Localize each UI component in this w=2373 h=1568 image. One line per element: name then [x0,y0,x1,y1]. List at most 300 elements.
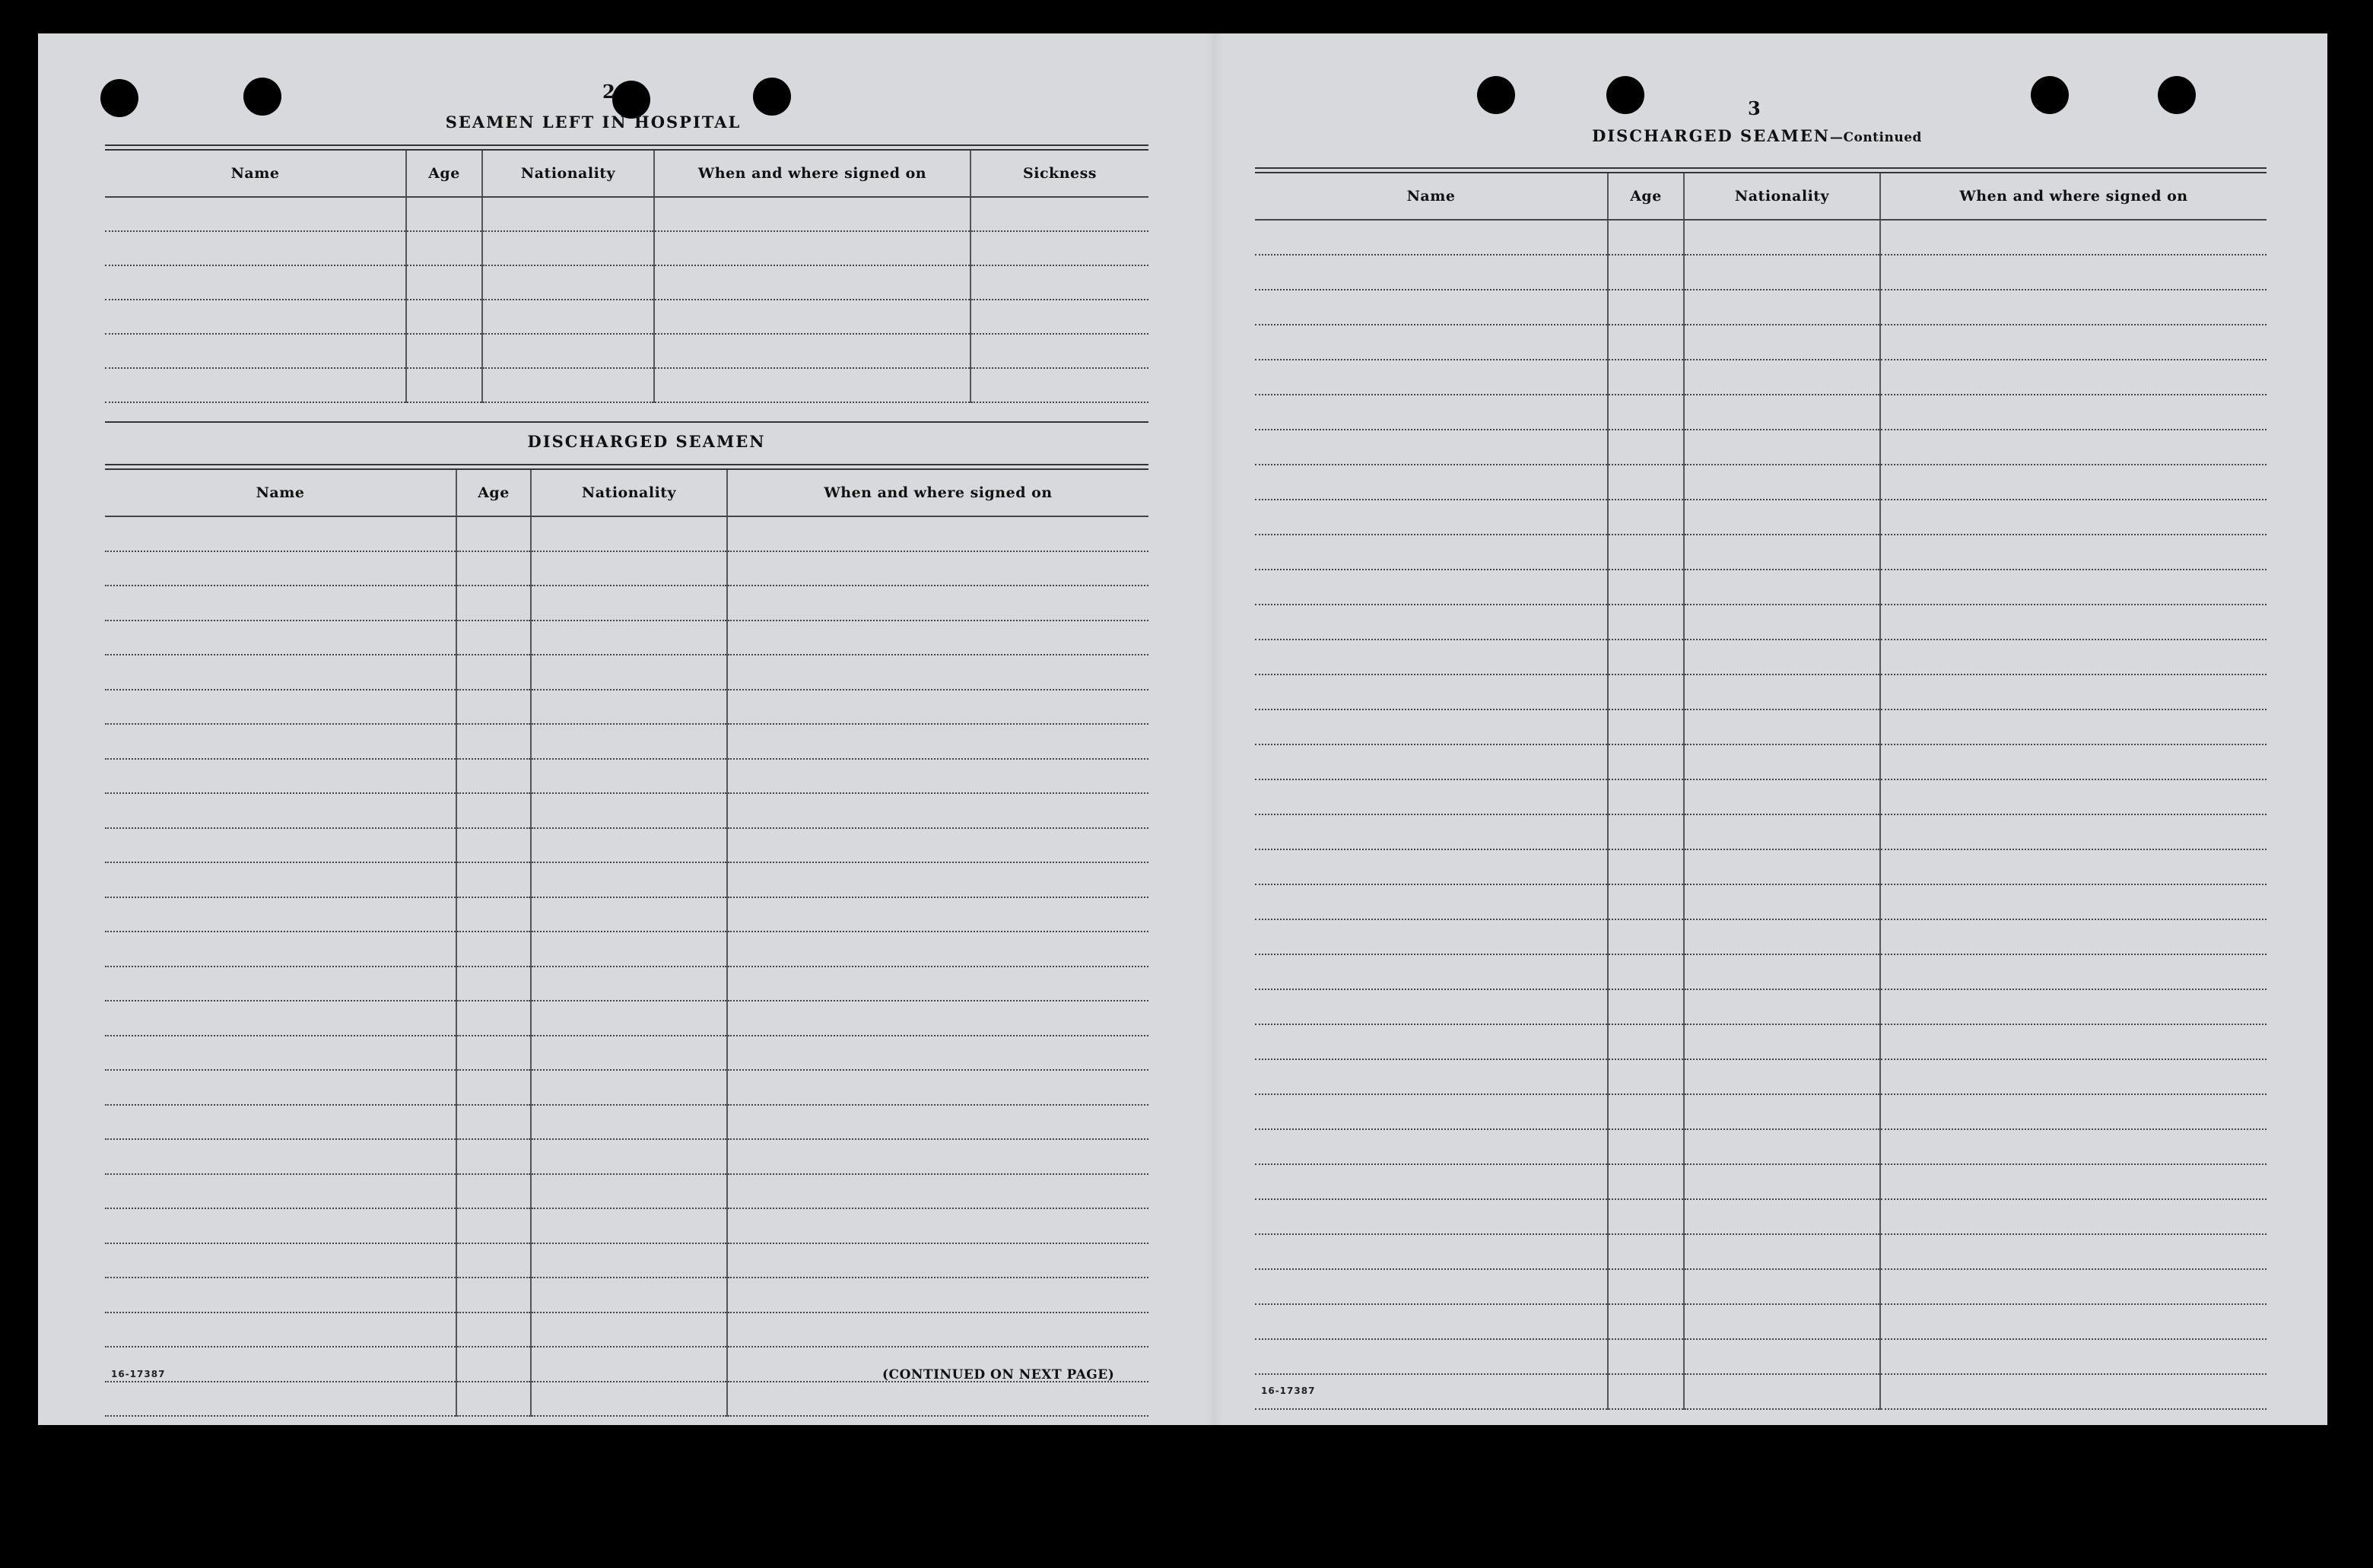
blank-cell[interactable] [654,334,970,368]
blank-cell[interactable] [1608,640,1684,674]
blank-cell[interactable] [105,551,456,586]
blank-cell[interactable] [531,759,727,794]
blank-cell[interactable] [1608,1199,1684,1234]
blank-cell[interactable] [531,724,727,759]
blank-cell[interactable] [1684,1094,1880,1129]
blank-cell[interactable] [456,759,531,794]
blank-cell[interactable] [1255,674,1608,709]
blank-cell[interactable] [105,932,456,967]
blank-cell[interactable] [531,1070,727,1105]
blank-cell[interactable] [1608,674,1684,709]
blank-cell[interactable] [105,793,456,828]
blank-cell[interactable] [531,1312,727,1347]
table-row [1255,1164,2267,1199]
section-rule [105,464,1148,465]
blank-cell[interactable] [531,621,727,655]
blank-cell[interactable] [727,516,1148,551]
blank-cell[interactable] [105,1382,456,1417]
blank-cell[interactable] [1684,640,1880,674]
blank-cell[interactable] [406,300,482,334]
blank-cell[interactable] [970,334,1148,368]
blank-cell[interactable] [1608,709,1684,744]
blank-cell[interactable] [1608,255,1684,290]
blank-cell[interactable] [1880,954,2267,989]
blank-cell[interactable] [1684,605,1880,640]
blank-cell[interactable] [1608,360,1684,395]
blank-cell[interactable] [456,1139,531,1174]
blank-cell[interactable] [1255,570,1608,605]
blank-cell[interactable] [1880,674,2267,709]
blank-cell[interactable] [1255,220,1608,255]
blank-cell[interactable] [970,265,1148,300]
blank-cell[interactable] [456,621,531,655]
blank-cell[interactable] [456,586,531,621]
blank-cell[interactable] [1608,779,1684,814]
blank-cell[interactable] [456,724,531,759]
blank-cell[interactable] [970,231,1148,265]
top-rule [105,144,1148,146]
blank-cell[interactable] [531,932,727,967]
blank-cell[interactable] [531,516,727,551]
blank-cell[interactable] [1255,989,1608,1024]
blank-cell[interactable] [1684,1234,1880,1269]
table-row [105,1174,1148,1209]
blank-cell[interactable] [105,1278,456,1312]
table-row [105,967,1148,1001]
blank-cell[interactable] [531,1243,727,1278]
blank-cell[interactable] [105,1312,456,1347]
blank-cell[interactable] [654,197,970,231]
blank-cell[interactable] [1608,570,1684,605]
blank-cell[interactable] [105,197,406,231]
blank-cell[interactable] [105,1174,456,1209]
blank-cell[interactable] [482,197,654,231]
blank-cell[interactable] [1684,779,1880,814]
blank-cell[interactable] [1608,1304,1684,1339]
title-main: DISCHARGED SEAMEN [1592,126,1830,145]
blank-cell[interactable] [1880,255,2267,290]
blank-cell[interactable] [1608,500,1684,535]
blank-cell[interactable] [1608,1059,1684,1094]
blank-cell[interactable] [1880,360,2267,395]
blank-cell[interactable] [1684,290,1880,325]
blank-cell[interactable] [1684,1269,1880,1304]
blank-cell[interactable] [456,793,531,828]
blank-cell[interactable] [1255,884,1608,919]
blank-cell[interactable] [727,862,1148,897]
blank-cell[interactable] [1880,500,2267,535]
blank-cell[interactable] [1880,1304,2267,1339]
blank-cell[interactable] [456,516,531,551]
blank-cell[interactable] [727,1070,1148,1105]
blank-cell[interactable] [1255,360,1608,395]
blank-cell[interactable] [1608,220,1684,255]
blank-cell[interactable] [531,551,727,586]
blank-cell[interactable] [1255,779,1608,814]
blank-cell[interactable] [1255,605,1608,640]
blank-cell[interactable] [1255,919,1608,954]
blank-cell[interactable] [531,793,727,828]
blank-cell[interactable] [1608,1234,1684,1269]
blank-cell[interactable] [456,967,531,1001]
blank-cell[interactable] [1608,1094,1684,1129]
blank-cell[interactable] [1684,884,1880,919]
blank-cell[interactable] [1684,255,1880,290]
blank-cell[interactable] [456,1243,531,1278]
blank-cell[interactable] [531,586,727,621]
blank-cell[interactable] [727,551,1148,586]
blank-cell[interactable] [1608,430,1684,465]
blank-cell[interactable] [1684,814,1880,849]
blank-cell[interactable] [105,1208,456,1243]
blank-cell[interactable] [1255,1304,1608,1339]
blank-cell[interactable] [727,1001,1148,1036]
blank-cell[interactable] [1880,640,2267,674]
blank-cell[interactable] [482,231,654,265]
blank-cell[interactable] [406,368,482,402]
table-row [1255,954,2267,989]
blank-cell[interactable] [1608,535,1684,570]
blank-cell[interactable] [456,828,531,863]
blank-cell[interactable] [105,1070,456,1105]
blank-cell[interactable] [1255,395,1608,430]
blank-cell[interactable] [1684,989,1880,1024]
blank-cell[interactable] [727,967,1148,1001]
blank-cell[interactable] [1684,1164,1880,1199]
blank-cell[interactable] [1608,1269,1684,1304]
blank-cell[interactable] [1608,954,1684,989]
blank-cell[interactable] [456,932,531,967]
blank-cell[interactable] [1255,1129,1608,1164]
blank-cell[interactable] [1684,744,1880,779]
blank-cell[interactable] [456,551,531,586]
blank-cell[interactable] [105,828,456,863]
blank-cell[interactable] [456,1208,531,1243]
blank-cell[interactable] [1880,1024,2267,1059]
blank-cell[interactable] [105,368,406,402]
blank-cell[interactable] [456,1312,531,1347]
blank-cell[interactable] [1255,1339,1608,1374]
blank-cell[interactable] [654,265,970,300]
blank-cell[interactable] [1880,395,2267,430]
blank-cell[interactable] [531,690,727,725]
table-row [105,1208,1148,1243]
blank-cell[interactable] [1684,954,1880,989]
blank-cell[interactable] [1684,1304,1880,1339]
blank-cell[interactable] [1608,290,1684,325]
blank-cell[interactable] [1684,465,1880,500]
blank-cell[interactable] [105,334,406,368]
blank-cell[interactable] [1880,884,2267,919]
blank-cell[interactable] [1880,814,2267,849]
title-suffix: —Continued [1829,130,1922,145]
blank-cell[interactable] [1880,290,2267,325]
blank-cell[interactable] [1255,255,1608,290]
blank-cell[interactable] [654,300,970,334]
blank-cell[interactable] [1608,1129,1684,1164]
blank-cell[interactable] [406,334,482,368]
table-row [105,1070,1148,1105]
blank-cell[interactable] [727,1105,1148,1140]
blank-cell[interactable] [1880,220,2267,255]
blank-cell[interactable] [1880,1094,2267,1129]
blank-cell[interactable] [531,1382,727,1417]
blank-cell[interactable] [1255,430,1608,465]
blank-cell[interactable] [1684,1374,1880,1409]
blank-cell[interactable] [654,368,970,402]
blank-cell[interactable] [1608,989,1684,1024]
blank-cell[interactable] [1880,535,2267,570]
blank-cell[interactable] [531,1139,727,1174]
blank-cell[interactable] [1880,1269,2267,1304]
blank-cell[interactable] [456,1036,531,1071]
table-row [105,586,1148,621]
blank-cell[interactable] [1255,290,1608,325]
blank-cell[interactable] [105,967,456,1001]
blank-cell[interactable] [1684,674,1880,709]
blank-cell[interactable] [1255,744,1608,779]
blank-cell[interactable] [1608,465,1684,500]
blank-cell[interactable] [1255,640,1608,674]
blank-cell[interactable] [1880,1234,2267,1269]
blank-cell[interactable] [1684,325,1880,360]
blank-cell[interactable] [1684,395,1880,430]
blank-cell[interactable] [105,621,456,655]
blank-cell[interactable] [456,1347,531,1382]
blank-cell[interactable] [727,1208,1148,1243]
blank-cell[interactable] [1880,779,2267,814]
table-row [1255,535,2267,570]
blank-cell[interactable] [531,1347,727,1382]
blank-cell[interactable] [727,1174,1148,1209]
blank-cell[interactable] [456,655,531,690]
blank-cell[interactable] [1684,849,1880,884]
blank-cell[interactable] [727,586,1148,621]
blank-cell[interactable] [531,1278,727,1312]
blank-cell[interactable] [1255,1269,1608,1304]
blank-cell[interactable] [1608,605,1684,640]
blank-cell[interactable] [531,1105,727,1140]
table-row [105,932,1148,967]
blank-cell[interactable] [1255,1024,1608,1059]
blank-cell[interactable] [105,231,406,265]
blank-cell[interactable] [970,368,1148,402]
column-header-nationality: Nationality [482,151,654,197]
table-row [1255,325,2267,360]
blank-cell[interactable] [105,516,456,551]
table-header-row [105,470,1148,516]
blank-cell[interactable] [1684,430,1880,465]
table-row [105,516,1148,551]
blank-cell[interactable] [1880,1339,2267,1374]
blank-cell[interactable] [1880,1129,2267,1164]
table-header-row [105,151,1148,197]
table-row [1255,465,2267,500]
blank-cell[interactable] [531,1001,727,1036]
page-number: 2 [602,81,615,103]
top-rule [1255,167,2267,169]
blank-cell[interactable] [1684,570,1880,605]
blank-cell[interactable] [406,265,482,300]
blank-cell[interactable] [1684,1024,1880,1059]
blank-cell[interactable] [456,1070,531,1105]
blank-cell[interactable] [1880,989,2267,1024]
blank-cell[interactable] [1880,465,2267,500]
blank-cell[interactable] [1684,1199,1880,1234]
blank-cell[interactable] [727,655,1148,690]
blank-cell[interactable] [727,690,1148,725]
blank-cell[interactable] [1880,849,2267,884]
blank-cell[interactable] [1880,1374,2267,1409]
blank-cell[interactable] [1608,919,1684,954]
table-header-row [1255,173,2267,220]
table-row [105,1278,1148,1312]
blank-cell[interactable] [1255,849,1608,884]
blank-cell[interactable] [1255,1059,1608,1094]
table-row [1255,884,2267,919]
blank-cell[interactable] [1255,954,1608,989]
blank-cell[interactable] [727,793,1148,828]
blank-cell[interactable] [1684,709,1880,744]
blank-cell[interactable] [1255,814,1608,849]
blank-cell[interactable] [1608,849,1684,884]
blank-cell[interactable] [654,231,970,265]
blank-cell[interactable] [1255,535,1608,570]
blank-cell[interactable] [727,1243,1148,1278]
blank-cell[interactable] [105,586,456,621]
blank-cell[interactable] [1608,814,1684,849]
blank-cell[interactable] [727,932,1148,967]
blank-cell[interactable] [727,1036,1148,1071]
table-row [1255,220,2267,255]
blank-cell[interactable] [1608,325,1684,360]
blank-cell[interactable] [1880,570,2267,605]
column-header-nationality: Nationality [1684,173,1880,220]
blank-cell[interactable] [105,690,456,725]
blank-cell[interactable] [406,231,482,265]
blank-cell[interactable] [1684,1059,1880,1094]
blank-cell[interactable] [406,197,482,231]
blank-cell[interactable] [531,897,727,932]
blank-cell[interactable] [970,197,1148,231]
blank-cell[interactable] [727,1312,1148,1347]
blank-cell[interactable] [1880,605,2267,640]
blank-cell[interactable] [456,1105,531,1140]
blank-cell[interactable] [1255,709,1608,744]
blank-cell[interactable] [1608,1024,1684,1059]
blank-cell[interactable] [1880,1059,2267,1094]
blank-cell[interactable] [1255,1234,1608,1269]
table-row [1255,1269,2267,1304]
table-row [1255,570,2267,605]
blank-cell[interactable] [531,655,727,690]
blank-cell[interactable] [1608,1164,1684,1199]
blank-cell[interactable] [456,1001,531,1036]
blank-cell[interactable] [482,300,654,334]
blank-cell[interactable] [1880,1199,2267,1234]
blank-cell[interactable] [1684,360,1880,395]
blank-cell[interactable] [482,265,654,300]
blank-cell[interactable] [1880,919,2267,954]
blank-cell[interactable] [531,967,727,1001]
blank-cell[interactable] [531,862,727,897]
blank-cell[interactable] [727,828,1148,863]
blank-cell[interactable] [1880,325,2267,360]
blank-cell[interactable] [105,1036,456,1071]
table-row [1255,1374,2267,1409]
table-row [1255,1339,2267,1374]
blank-cell[interactable] [482,368,654,402]
blank-cell[interactable] [1255,1199,1608,1234]
blank-cell[interactable] [1255,1094,1608,1129]
table-row [1255,744,2267,779]
blank-cell[interactable] [456,690,531,725]
blank-cell[interactable] [727,897,1148,932]
blank-cell[interactable] [1608,744,1684,779]
blank-cell[interactable] [1255,500,1608,535]
blank-cell[interactable] [531,1036,727,1071]
blank-cell[interactable] [105,1243,456,1278]
blank-cell[interactable] [1880,744,2267,779]
blank-cell[interactable] [105,862,456,897]
blank-cell[interactable] [456,1174,531,1209]
discharged-section-title: DISCHARGED SEAMEN [527,432,766,451]
blank-cell[interactable] [1880,430,2267,465]
blank-cell[interactable] [1608,884,1684,919]
blank-cell[interactable] [105,300,406,334]
blank-cell[interactable] [727,1139,1148,1174]
blank-cell[interactable] [1608,1374,1684,1409]
blank-cell[interactable] [456,1382,531,1417]
blank-cell[interactable] [1684,1129,1880,1164]
blank-cell[interactable] [1684,1339,1880,1374]
blank-cell[interactable] [456,862,531,897]
blank-cell[interactable] [1880,709,2267,744]
blank-cell[interactable] [727,621,1148,655]
blank-cell[interactable] [1608,1339,1684,1374]
blank-cell[interactable] [456,897,531,932]
blank-cell[interactable] [1255,465,1608,500]
blank-cell[interactable] [531,1174,727,1209]
blank-cell[interactable] [1880,1164,2267,1199]
blank-cell[interactable] [105,1001,456,1036]
blank-cell[interactable] [105,759,456,794]
blank-cell[interactable] [727,759,1148,794]
blank-cell[interactable] [105,265,406,300]
blank-cell[interactable] [105,897,456,932]
blank-cell[interactable] [531,828,727,863]
discharged-table [105,470,1148,1417]
blank-cell[interactable] [1684,535,1880,570]
blank-cell[interactable] [105,1105,456,1140]
blank-cell[interactable] [456,1278,531,1312]
blank-cell[interactable] [105,724,456,759]
blank-cell[interactable] [727,1278,1148,1312]
blank-cell[interactable] [482,334,654,368]
blank-cell[interactable] [1255,1164,1608,1199]
blank-cell[interactable] [1608,395,1684,430]
blank-cell[interactable] [727,724,1148,759]
blank-cell[interactable] [727,1382,1148,1417]
blank-cell[interactable] [531,1208,727,1243]
blank-cell[interactable] [1684,919,1880,954]
blank-cell[interactable] [105,655,456,690]
blank-cell[interactable] [1255,325,1608,360]
blank-cell[interactable] [970,300,1148,334]
blank-cell[interactable] [1684,220,1880,255]
blank-cell[interactable] [105,1139,456,1174]
blank-cell[interactable] [1684,500,1880,535]
